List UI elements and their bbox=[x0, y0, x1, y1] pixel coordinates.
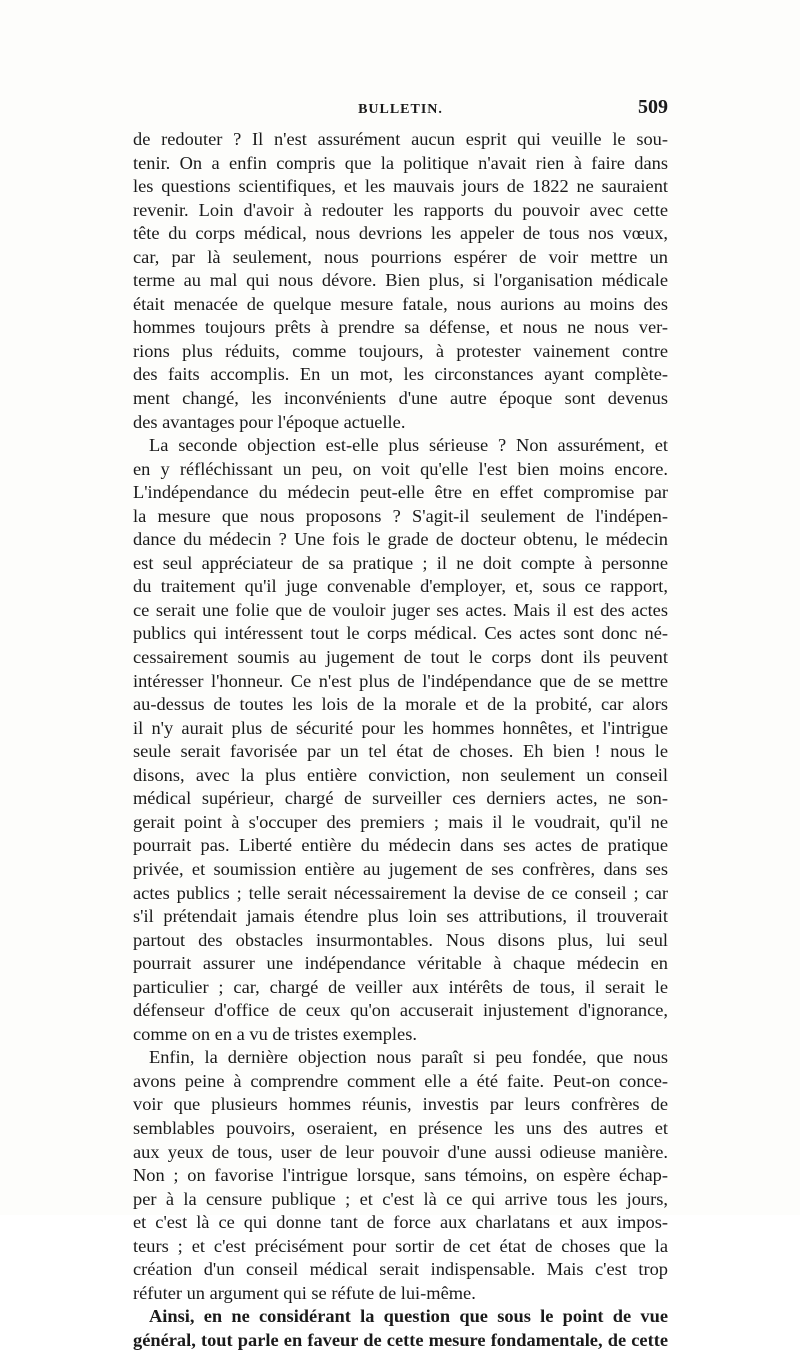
text-line: s'il prétendait jamais étendre plus loin ses attributions, il trouverait bbox=[133, 906, 668, 927]
text-line: général, tout parle en faveur de cette mesure fondamentale, de cette bbox=[133, 1329, 668, 1350]
text-line: les questions scientifiques, et les mauvais jours de 1822 ne sauraient bbox=[133, 176, 668, 197]
text-line: dance du médecin ? Une fois le grade de docteur obtenu, le médecin bbox=[133, 529, 668, 550]
text-line: Enfin, la dernière objection nous paraît si peu fondée, que nous bbox=[149, 1047, 668, 1068]
text-line: il n'y aurait plus de sécurité pour les hommes honnêtes, et l'intrigue bbox=[133, 717, 668, 738]
text-line: au-dessus de toutes les lois de la morale et de la probité, car alors bbox=[133, 694, 668, 715]
text-line: terme au mal qui nous dévore. Bien plus, si l'organisation médicale bbox=[133, 270, 668, 291]
text-line: tenir. On a enfin compris que la politique n'avait rien à faire dans bbox=[133, 152, 668, 173]
text-line: cessairement soumis au jugement de tout le corps dont ils peuvent bbox=[133, 647, 668, 668]
text-line: gerait point à s'occuper des premiers ; mais il le voudrait, qu'il ne bbox=[133, 811, 668, 832]
text-line: pourrait assurer une indépendance véritable à chaque médecin en bbox=[133, 953, 668, 974]
text-line: La seconde objection est-elle plus sérieuse ? Non assurément, et bbox=[149, 435, 668, 456]
text-line: disons, avec la plus entière conviction, non seulement un conseil bbox=[133, 764, 668, 785]
body-text bbox=[133, 128, 668, 1352]
text-line: Non ; on favorise l'intrigue lorsque, sans témoins, on espère échap- bbox=[133, 1165, 668, 1186]
text-line: rions plus réduits, comme toujours, à protester vainement contre bbox=[133, 340, 668, 361]
text-line: aux yeux de tous, user de leur pouvoir d'une aussi odieuse manière. bbox=[133, 1141, 668, 1162]
text-line: création d'un conseil médical serait indispensable. Mais c'est trop bbox=[133, 1259, 668, 1280]
text-line: partout des obstacles insurmontables. Nous disons plus, lui seul bbox=[133, 929, 668, 950]
text-line: L'indépendance du médecin peut-elle être en effet compromise par bbox=[133, 482, 668, 503]
text-line: per à la censure publique ; et c'est là ce qui arrive tous les jours, bbox=[133, 1188, 668, 1209]
text-line: revenir. Loin d'avoir à redouter les rapports du pouvoir avec cette bbox=[133, 199, 668, 220]
page-number: 509 bbox=[638, 96, 668, 118]
text-line: semblables pouvoirs, oseraient, en présence les uns des autres et bbox=[133, 1117, 668, 1138]
text-line: Ainsi, en ne considérant la question que sous le point de vue bbox=[149, 1306, 668, 1327]
text-line: privée, et soumission entière au jugement de ses confrères, dans ses bbox=[133, 858, 668, 879]
text-line: seule serait favorisée par un tel état de choses. Eh bien ! nous le bbox=[133, 741, 668, 762]
text-line: était menacée de quelque mesure fatale, nous aurions au moins des bbox=[133, 293, 668, 314]
text-line: en y réfléchissant un peu, on voit qu'elle l'est bien moins encore. bbox=[133, 458, 668, 479]
running-head bbox=[133, 96, 668, 124]
text-line: pourrait pas. Liberté entière du médecin dans ses actes de pratique bbox=[133, 835, 668, 856]
text-line: réfuter un argument qui se réfute de lui-même. bbox=[133, 1282, 476, 1303]
text-line: défenseur d'office de ceux qu'on accuserait injustement d'ignorance, bbox=[133, 1000, 668, 1021]
text-line: actes publics ; telle serait nécessairement la devise de ce conseil ; car bbox=[133, 882, 668, 903]
text-line: des avantages pour l'époque actuelle. bbox=[133, 411, 406, 432]
text-line: ment changé, les inconvénients d'une autre époque sont devenus bbox=[133, 388, 668, 409]
text-line: de redouter ? Il n'est assurément aucun esprit qui veuille le sou- bbox=[133, 129, 668, 149]
text-line: avons peine à comprendre comment elle a été faite. Peut-on conce- bbox=[133, 1070, 668, 1091]
text-line: voir que plusieurs hommes réunis, investis par leurs confrères de bbox=[133, 1094, 668, 1115]
text-line: ce serait une folie que de vouloir juger ses actes. Mais il est des actes bbox=[133, 599, 668, 620]
text-line: publics qui intéressent tout le corps médical. Ces actes sont donc né- bbox=[133, 623, 668, 644]
text-line: intéresser l'honneur. Ce n'est plus de l'indépendance que de se mettre bbox=[133, 670, 668, 691]
text-line: teurs ; et c'est précisément pour sortir de cet état de choses que la bbox=[133, 1235, 668, 1256]
text-line: la mesure que nous proposons ? S'agit-il seulement de l'indépen- bbox=[133, 505, 668, 526]
text-line: tête du corps médical, nous devrions les appeler de tous nos vœux, bbox=[133, 223, 668, 244]
text-line: des faits accomplis. En un mot, les circonstances ayant complète- bbox=[133, 364, 668, 385]
running-title: BULLETIN. bbox=[358, 102, 443, 117]
text-line: du traitement qu'il juge convenable d'employer, et, sous ce rapport, bbox=[133, 576, 668, 597]
text-line: particulier ; car, chargé de veiller aux intérêts de tous, il serait le bbox=[133, 976, 668, 997]
text-line: car, par là seulement, nous pourrions espérer de voir mettre un bbox=[133, 246, 668, 267]
text-line: est seul appréciateur de sa pratique ; il ne doit compte à personne bbox=[133, 552, 668, 573]
text-line: médical supérieur, chargé de surveiller ces derniers actes, ne son- bbox=[133, 788, 668, 809]
text-line: hommes toujours prêts à prendre sa défense, et nous ne nous ver- bbox=[133, 317, 668, 338]
text-line: comme on en a vu de tristes exemples. bbox=[133, 1023, 417, 1044]
text-line: et c'est là ce qui donne tant de force aux charlatans et aux impos- bbox=[133, 1212, 668, 1233]
